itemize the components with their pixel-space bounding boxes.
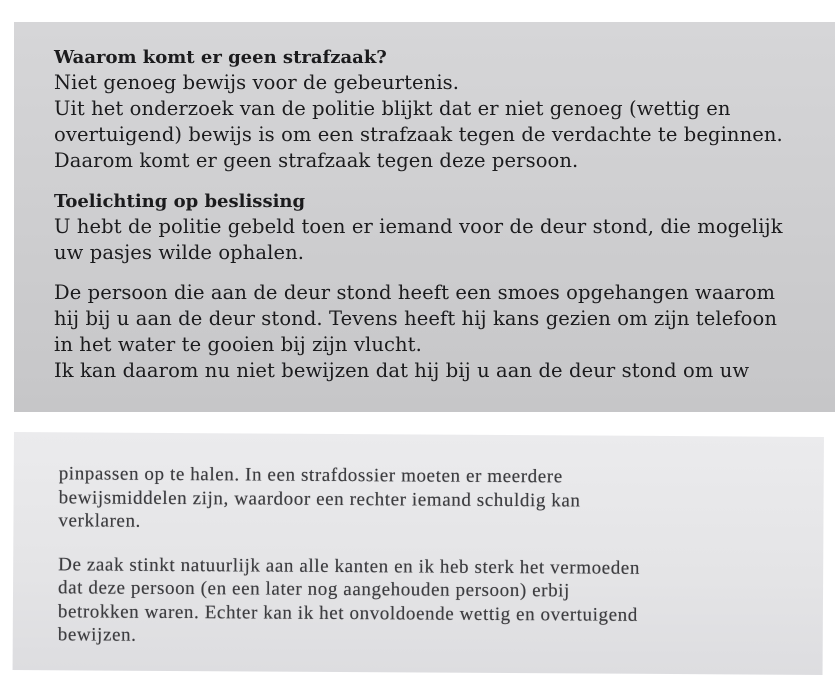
text-line: in het water te gooien bij zijn vlucht. [54,333,422,356]
paragraph-gap [54,174,805,190]
text-line: Uit het onderzoek van de politie blijkt dat er niet genoeg (wettig en [54,97,731,120]
section-heading-why-no-case: Waarom komt er geen strafzaak? [54,47,387,68]
text-line: U hebt de politie gebeld toen er iemand voor de deur stond, die mogelijk [54,215,783,238]
text-line: De zaak stinkt natuurlijk aan alle kanten en ik heb sterk het vermoeden [58,553,641,579]
text-line: uw pasjes wilde ophalen. [54,241,305,264]
document-photo-bottom [13,432,824,675]
text-line: betrokken waren. Echter kan ik het onvoldoende wettig en overtuigend [57,600,638,626]
text-line: verklaren. [58,510,142,532]
text-line: bewijsmiddelen zijn, waardoor een rechter iemand schuldig kan [58,486,581,511]
paragraph-gap [54,266,805,280]
text-line: pinpassen op te halen. In een strafdossier moeten er meerdere [58,463,563,488]
document-photo-top [14,22,835,412]
section-heading-explanation: Toelichting op beslissing [54,191,306,212]
text-line: overtuigend) bewijs is om een strafzaak tegen de verdachte te beginnen. [54,123,783,146]
text-line: Ik kan daarom nu niet bewijzen dat hij bij u aan de deur stond om uw [54,359,750,382]
text-line: De persoon die aan de deur stond heeft een smoes opgehangen waarom [54,281,776,304]
text-line: dat deze persoon (en een later nog aangehouden persoon) erbij [57,577,571,602]
text-line: Daarom komt er geen strafzaak tegen deze persoon. [54,149,579,172]
text-line: Niet genoeg bewijs voor de gebeurtenis. [54,71,460,94]
text-line: hij bij u aan de deur stond. Tevens heeft hij kans gezien om zijn telefoon [54,307,777,330]
text-line: bewijzen. [57,624,137,646]
